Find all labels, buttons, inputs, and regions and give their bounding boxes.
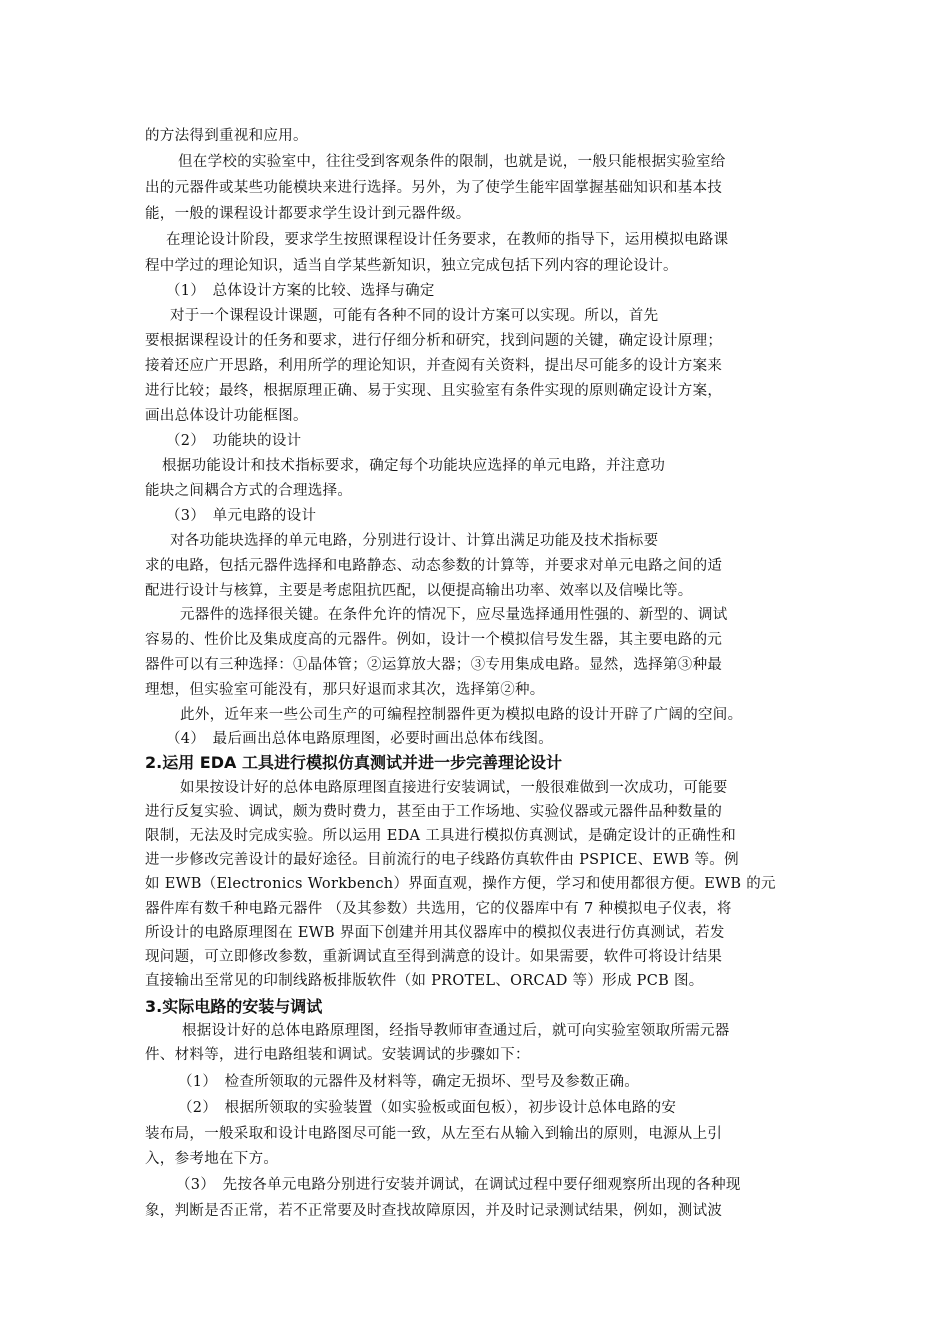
paragraph-line: 进一步修改完善设计的最好途径。目前流行的电子线路仿真软件由 PSPICE、EWB 等。例 xyxy=(145,852,739,868)
list-item-heading: （2） 功能块的设计 xyxy=(166,433,302,449)
paragraph-line: 理想，但实验室可能没有，那只好退而求其次，选择第②种。 xyxy=(145,682,545,698)
paragraph-line: 根据功能设计和技术指标要求，确定每个功能块应选择的单元电路，并注意功 xyxy=(162,458,666,474)
paragraph-line: 画出总体设计功能框图。 xyxy=(145,408,308,424)
paragraph-line: 进行反复实验、调试，颇为费时费力，甚至由于工作场地、实验仪器或元器件品种数量的 xyxy=(145,804,723,820)
paragraph-line: 对于一个课程设计课题，可能有各种不同的设计方案可以实现。所以，首先 xyxy=(170,308,659,324)
list-item-heading: （1） 检查所领取的元器件及材料等，确定无损坏、型号及参数正确。 xyxy=(178,1074,640,1090)
paragraph-line: 此外，近年来一些公司生产的可编程控制器件更为模拟电路的设计开辟了广阔的空间。 xyxy=(180,707,743,723)
paragraph-line: 求的电路，包括元器件选择和电路静态、动态参数的计算等，并要求对单元电路之间的适 xyxy=(145,558,723,574)
paragraph-line: 象，判断是否正常，若不正常要及时查找故障原因，并及时记录测试结果，例如，测试波 xyxy=(145,1203,723,1219)
section-heading: 3.实际电路的安装与调试 xyxy=(145,997,323,1016)
paragraph-line: 但在学校的实验室中，往往受到客观条件的限制，也就是说，一般只能根据实验室给 xyxy=(178,154,726,170)
paragraph-line: 件、材料等，进行电路组装和调试。安装调试的步骤如下： xyxy=(145,1047,530,1063)
paragraph-line: 的方法得到重视和应用。 xyxy=(145,128,308,144)
list-item-heading: （1） 总体设计方案的比较、选择与确定 xyxy=(166,283,435,299)
paragraph-line: 对各功能块选择的单元电路，分别进行设计、计算出满足功能及技术指标要 xyxy=(170,533,659,549)
paragraph-line: 器件库有数千种电路元器件 （及其参数）共选用，它的仪器库中有 7 种模拟电子仪表，将 xyxy=(145,901,732,917)
paragraph-line: 在理论设计阶段，要求学生按照课程设计任务要求，在教师的指导下，运用模拟电路课 xyxy=(166,232,729,248)
paragraph-line: 容易的、性价比及集成度高的元器件。例如，设计一个模拟信号发生器，其主要电路的元 xyxy=(145,632,723,648)
paragraph-line: 能，一般的课程设计都要求学生设计到元器件级。 xyxy=(145,206,471,222)
paragraph-line: 直接输出至常见的印制线路板排版软件（如 PROTEL、ORCAD 等）形成 PCB 图。 xyxy=(145,973,704,989)
paragraph-line: 进行比较；最终，根据原理正确、易于实现、且实验室有条件实现的原则确定设计方案， xyxy=(145,383,723,399)
paragraph-line: 程中学过的理论知识，适当自学某些新知识，独立完成包括下列内容的理论设计。 xyxy=(145,258,678,274)
paragraph-line: 如果按设计好的总体电路原理图直接进行安装调试，一般很难做到一次成功，可能要 xyxy=(180,780,728,796)
paragraph-line: 限制，无法及时完成实验。所以运用 EDA 工具进行模拟仿真测试，是确定设计的正确性和 xyxy=(145,828,736,844)
list-item-heading: （3） 先按各单元电路分别进行安装并调试，在调试过程中要仔细观察所出现的各种现 xyxy=(176,1177,741,1193)
paragraph-line: 元器件的选择很关键。在条件允许的情况下，应尽量选择通用性强的、新型的、调试 xyxy=(180,607,728,623)
paragraph-line: 装布局，一般采取和设计电路图尽可能一致，从左至右从输入到输出的原则，电源从上引 xyxy=(145,1126,723,1142)
paragraph-line: 要根据课程设计的任务和要求，进行仔细分析和研究，找到问题的关键，确定设计原理； xyxy=(145,333,723,349)
paragraph-line: 器件可以有三种选择：①晶体管；②运算放大器；③专用集成电路。显然，选择第③种最 xyxy=(145,657,723,673)
paragraph-line: 如 EWB（Electronics Workbench）界面直观，操作方便，学习和使用都很方便。EWB 的元 xyxy=(145,876,776,892)
list-item-heading: （4） 最后画出总体电路原理图，必要时画出总体布线图。 xyxy=(166,731,554,747)
paragraph-line: 能块之间耦合方式的合理选择。 xyxy=(145,483,353,499)
list-item-heading: （3） 单元电路的设计 xyxy=(166,508,317,524)
paragraph-line: 接着还应广开思路，利用所学的理论知识，并查阅有关资料，提出尽可能多的设计方案来 xyxy=(145,358,723,374)
paragraph-line: 入，参考地在下方。 xyxy=(145,1151,279,1167)
paragraph-line: 现问题，可立即修改参数，重新调试直至得到满意的设计。如果需要，软件可将设计结果 xyxy=(145,949,723,965)
list-item-heading: （2） 根据所领取的实验装置（如实验板或面包板），初步设计总体电路的安 xyxy=(178,1100,677,1116)
paragraph-line: 所设计的电路原理图在 EWB 界面下创建并用其仪器库中的模拟仪表进行仿真测试，若发 xyxy=(145,925,725,941)
paragraph-line: 配进行设计与核算，主要是考虑阻抗匹配，以便提高输出功率、效率以及信噪比等。 xyxy=(145,583,693,599)
section-heading: 2.运用 EDA 工具进行模拟仿真测试并进一步完善理论设计 xyxy=(145,753,562,772)
paragraph-line: 根据设计好的总体电路原理图，经指导教师审查通过后，就可向实验室领取所需元器 xyxy=(182,1023,730,1039)
paragraph-line: 出的元器件或某些功能模块来进行选择。另外，为了使学生能牢固掌握基础知识和基本技 xyxy=(145,180,723,196)
